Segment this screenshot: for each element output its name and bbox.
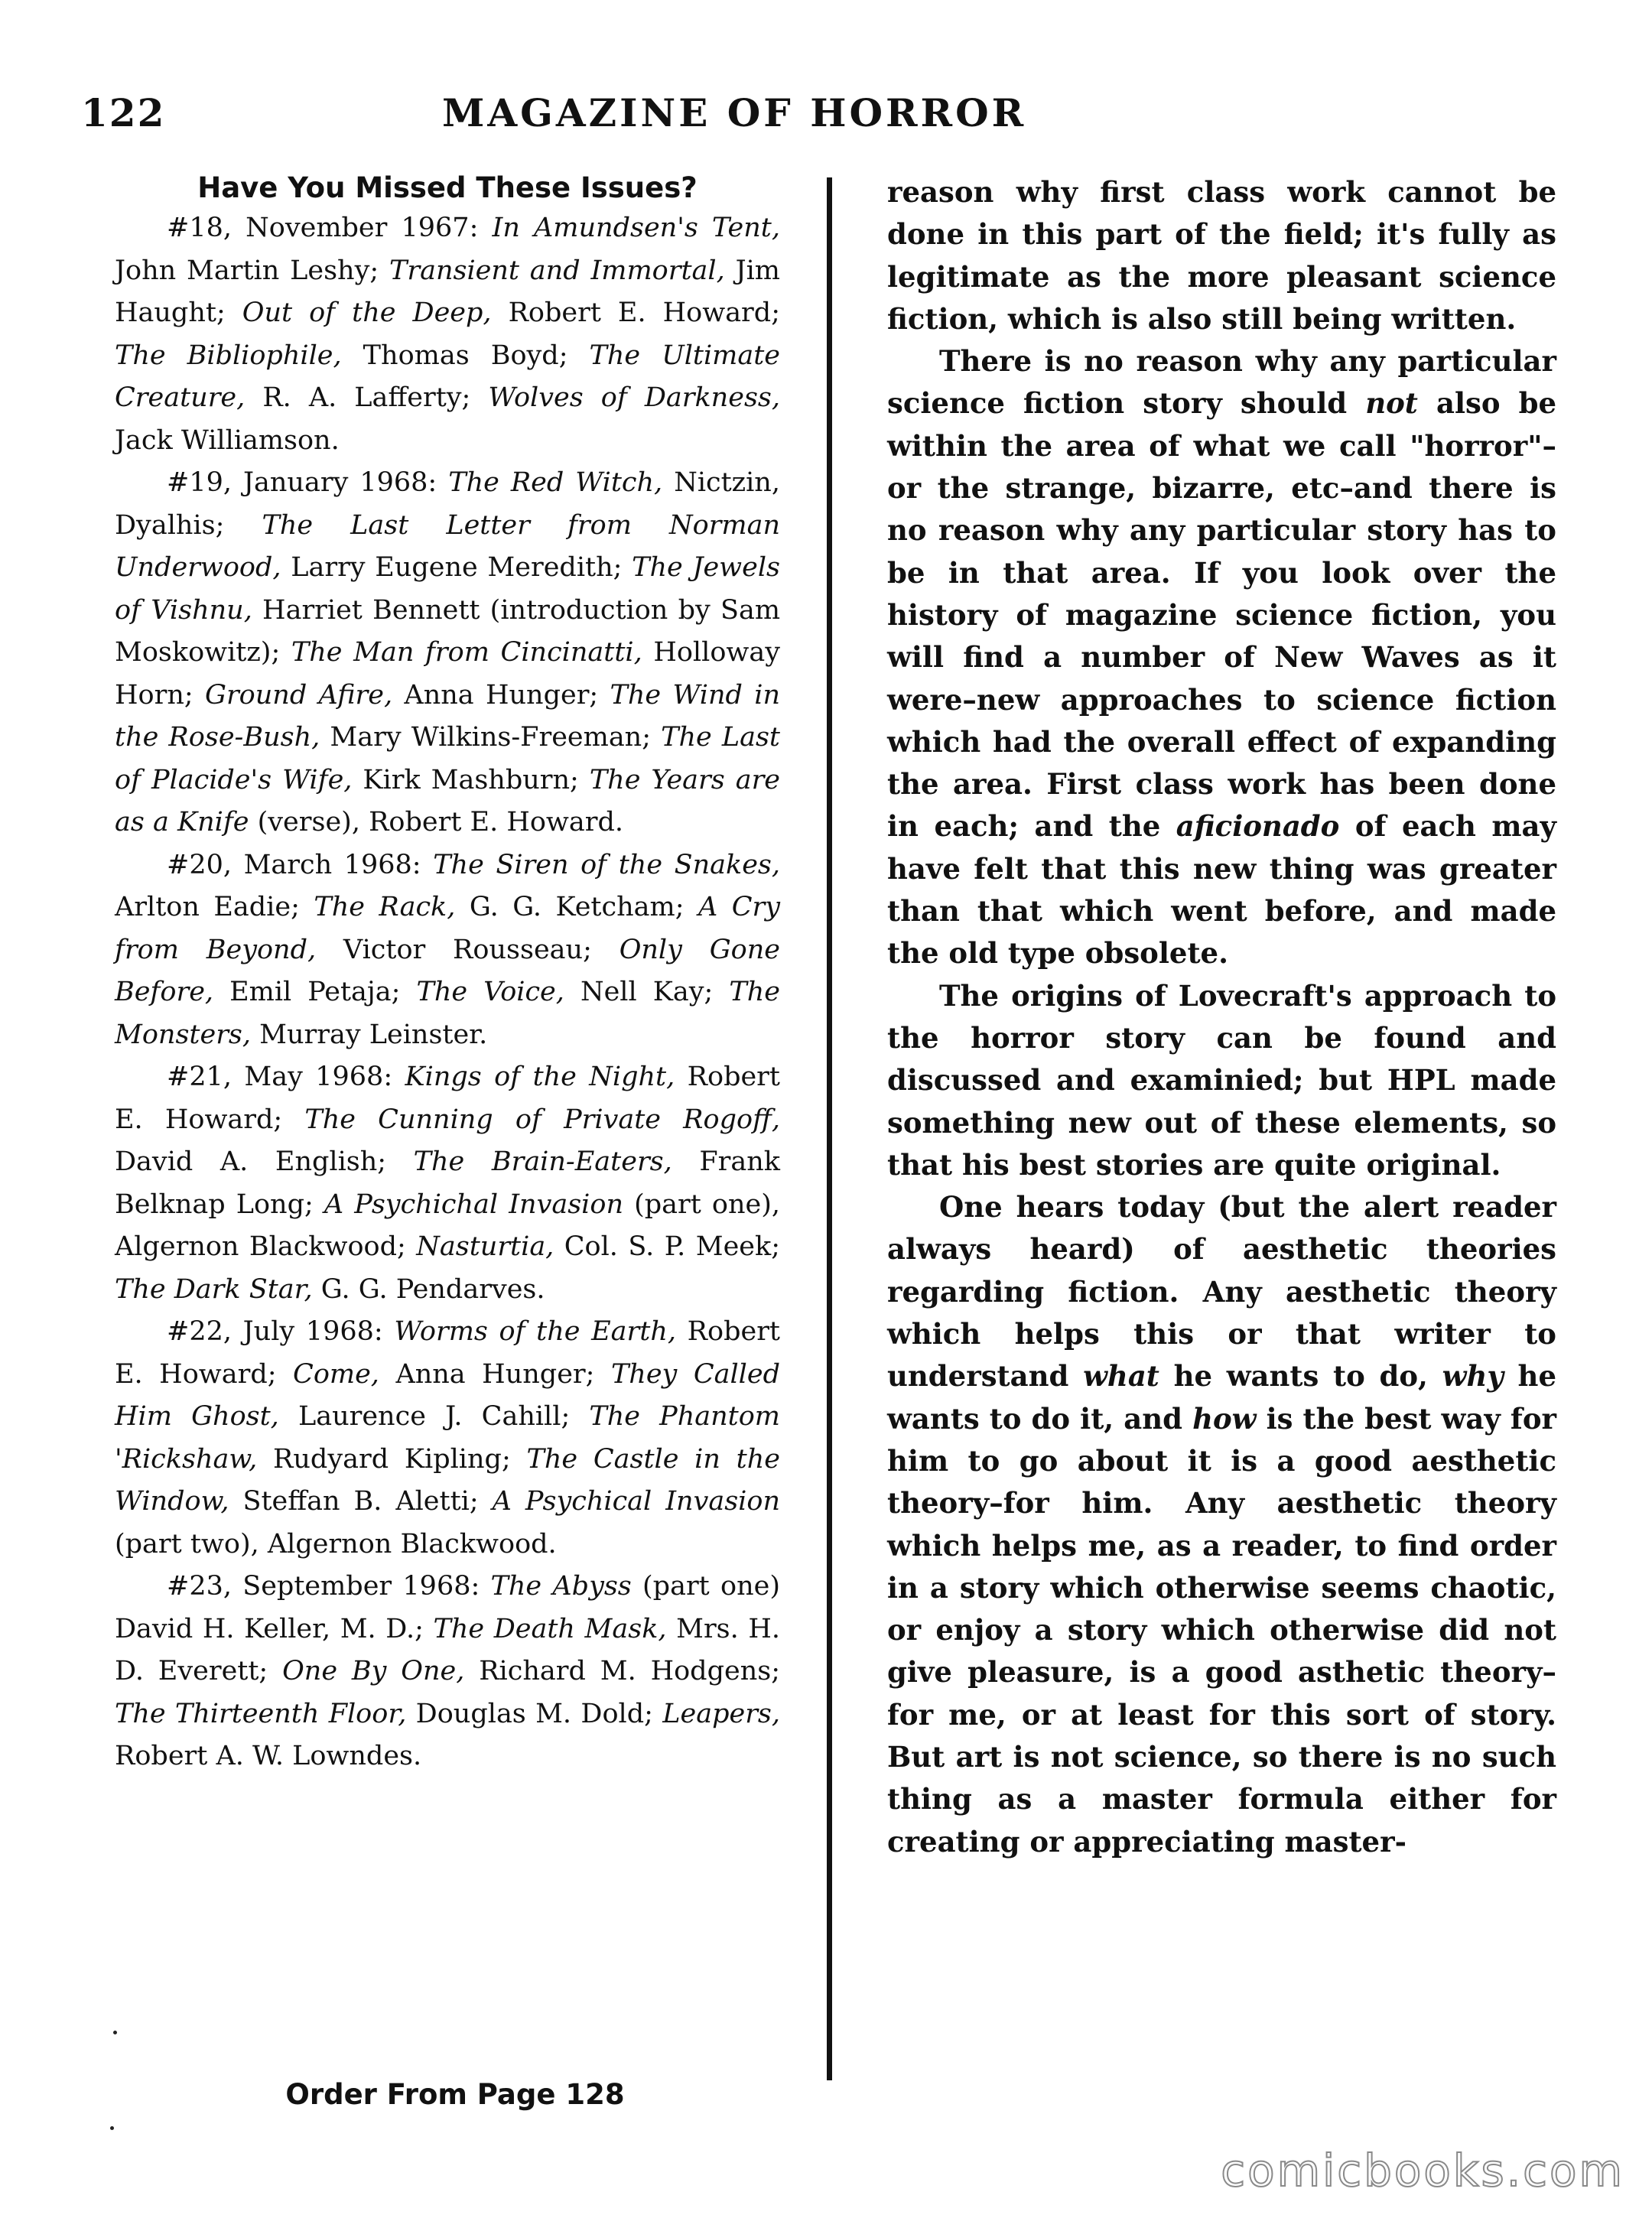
back-issues-list xyxy=(115,207,780,1778)
italic-run: The Castle in the Window, xyxy=(115,1443,780,1517)
text-run: he wants to do, xyxy=(1159,1359,1442,1394)
text-run: Anna Hunger; xyxy=(379,1358,611,1390)
text-run: Arlton Eadie; xyxy=(115,892,314,922)
text-run: Robert E. Howard; xyxy=(115,1316,780,1390)
italic-run: The Last of Placide's Wife, xyxy=(115,722,780,795)
text-run: There is no reason why any particular science fiction story should xyxy=(887,344,1556,421)
text-run: Jim Haught; xyxy=(115,255,780,328)
text-run: Steffan B. Aletti; xyxy=(229,1486,493,1517)
text-run: #22, July 1968: xyxy=(167,1316,395,1347)
essay-paragraph xyxy=(887,975,1556,1186)
issue-entry xyxy=(115,844,780,1057)
issue-entry xyxy=(115,1311,780,1566)
text-run: Emil Petaja; xyxy=(213,977,417,1007)
italic-run: Come, xyxy=(293,1358,379,1390)
speck xyxy=(113,2031,117,2034)
right-column xyxy=(887,171,1556,1863)
text-run: Robert E. Howard; xyxy=(491,298,780,328)
issue-entry xyxy=(115,462,780,844)
essay-paragraph xyxy=(887,171,1556,340)
italic-run: In Amundsen's Tent, xyxy=(492,213,780,243)
text-run: of each may have felt that this new thing was greater than that which went before, and made the old type obsolete. xyxy=(887,809,1556,971)
italic-run: how xyxy=(1192,1401,1257,1436)
italic-run: The Jewels of Vishnu, xyxy=(115,552,780,626)
issue-entry xyxy=(115,207,780,462)
text-run: Nell Kay; xyxy=(564,977,730,1007)
text-run: Jack Williamson. xyxy=(115,424,340,456)
text-run: (verse), Robert E. Howard. xyxy=(249,807,624,837)
issue-entry xyxy=(115,1056,780,1311)
page-number: 122 xyxy=(81,90,166,135)
text-run: Kirk Mashburn; xyxy=(352,764,590,795)
speck xyxy=(110,2126,114,2130)
running-head: MAGAZINE OF HORROR xyxy=(442,90,1027,135)
italic-run: The Years are as a Knife xyxy=(115,764,781,837)
text-run: Larry Eugene Meredith; xyxy=(281,552,633,583)
text-run: #19, January 1968: xyxy=(167,467,449,498)
italic-run: Kings of the Night, xyxy=(405,1062,675,1092)
italic-run: Out of the Deep, xyxy=(242,298,492,328)
italic-run: Nasturtia, xyxy=(416,1231,554,1262)
italic-run: Transient and Immortal, xyxy=(389,255,725,286)
italic-run: One By One, xyxy=(282,1656,465,1686)
italic-run: The Phantom 'Rickshaw, xyxy=(115,1401,780,1475)
italic-run: why xyxy=(1442,1359,1504,1394)
italic-run: The Red Witch, xyxy=(448,467,663,498)
text-run: #20, March 1968: xyxy=(167,849,434,880)
watermark: comicbooks.com xyxy=(1221,2145,1624,2197)
text-run: (part one) David H. Keller, M. D.; xyxy=(115,1571,780,1644)
text-run: Robert A. W. Lowndes. xyxy=(115,1741,422,1771)
text-run: Murray Leinster. xyxy=(251,1019,488,1050)
text-run: Mary Wilkins-Freeman; xyxy=(320,722,662,753)
text-run: #23, September 1968: xyxy=(167,1571,491,1602)
issue-entry xyxy=(115,1566,780,1778)
text-run: #21, May 1968: xyxy=(167,1062,405,1092)
text-run: Rudyard Kipling; xyxy=(257,1443,527,1475)
italic-run: The Voice, xyxy=(416,977,564,1007)
text-run: Laurence J. Cahill; xyxy=(278,1401,590,1432)
essay-paragraph xyxy=(887,1186,1556,1863)
essay-paragraph xyxy=(887,340,1556,974)
text-run: Victor Rousseau; xyxy=(316,934,620,965)
text-run: Col. S. P. Meek; xyxy=(554,1231,780,1262)
italic-run: Worms of the Earth, xyxy=(394,1316,677,1347)
back-issues-heading: Have You Missed These Issues? xyxy=(197,171,698,204)
text-run: Nictzin, Dyalhis; xyxy=(115,467,780,541)
text-run: David A. English; xyxy=(115,1146,414,1177)
italic-run: The Wind in the Rose-Bush, xyxy=(115,679,780,753)
text-run: John Martin Leshy; xyxy=(115,255,389,286)
italic-run: Ground Afire, xyxy=(204,679,393,711)
italic-run: They Called Him Ghost, xyxy=(115,1358,780,1432)
italic-run: what xyxy=(1083,1359,1159,1394)
italic-run: The Ultimate Creature, xyxy=(115,340,780,413)
italic-run: A Psychichal Invasion xyxy=(324,1189,623,1220)
italic-run: The Bibliophile, xyxy=(115,340,342,371)
column-rule xyxy=(827,177,832,2080)
text-run: (part two), Algernon Blackwood. xyxy=(115,1528,557,1559)
text-run: Anna Hunger; xyxy=(392,679,610,711)
text-run: is the best way for him to go about it is a good aesthetic theory–for him. Any aesthetic theory which helps me, as a reader, to find order in a story which otherwise seems chaotic, or enjoy a story which otherwise did not give pleasure, is a good asthetic theory–for me, or at least for this sort of story. But art is not science, so there is no such thing as a master formula either for creating or appreciating master- xyxy=(887,1401,1556,1859)
italic-run: The Last Letter from Norman Underwood, xyxy=(115,509,780,583)
text-run: G. G. Ketcham; xyxy=(455,892,698,922)
text-run: R. A. Lafferty; xyxy=(245,382,489,413)
text-run: The origins of Lovecraft's approach to the horror story can be found and discussed and examinied; but HPL made something new out of these elements, so that his best stories are quite original. xyxy=(887,978,1556,1182)
text-run: (part one), Algernon Blackwood; xyxy=(115,1189,780,1262)
italic-run: A Psychical Invasion xyxy=(492,1486,780,1517)
italic-run: The Cunning of Private Rogoff, xyxy=(304,1104,780,1135)
text-run: also be within the area of what we call "horror"–or the strange, bizarre, etc–and there is no reason why any particular story has to be in that area. If you look over the history of magazine science fiction, you will find a number of New Waves as it were–new approaches to science fiction which had the overall effect of expanding the area. First class work has been done in each; and the xyxy=(887,386,1556,844)
text-run: Thomas Boyd; xyxy=(341,340,590,371)
italic-run: The Death Mask, xyxy=(433,1613,667,1644)
text-run: he wants to do it, and xyxy=(887,1359,1556,1436)
text-run: One hears today (but the alert reader always heard) of aesthetic theories regarding fiction. Any aesthetic theory which helps this or that writer to understand xyxy=(887,1190,1556,1394)
text-run: Harriet Bennett (introduction by Sam Moskowitz); xyxy=(115,594,781,668)
italic-run: A Cry from Beyond, xyxy=(115,892,781,965)
text-run: Robert E. Howard; xyxy=(115,1062,780,1135)
italic-run: The Monsters, xyxy=(115,977,780,1050)
italic-run: not xyxy=(1365,386,1418,421)
italic-run: The Siren of the Snakes, xyxy=(433,849,781,880)
text-run: Mrs. H. D. Everett; xyxy=(115,1613,780,1686)
text-run: G. G. Pendarves. xyxy=(312,1273,545,1305)
text-run: Richard M. Hodgens; xyxy=(464,1656,780,1686)
italic-run: Only Gone Before, xyxy=(115,934,780,1007)
italic-run: aficionado xyxy=(1176,809,1340,844)
left-column xyxy=(115,171,780,1778)
text-run: Frank Belknap Long; xyxy=(115,1146,780,1220)
italic-run: The Rack, xyxy=(314,892,456,922)
back-issues-footer: Order From Page 128 xyxy=(285,2078,625,2111)
italic-run: The Abyss xyxy=(490,1571,632,1602)
italic-run: Leapers, xyxy=(662,1698,781,1729)
text-run: #18, November 1967: xyxy=(167,213,493,243)
text-run: Holloway Horn; xyxy=(115,637,780,711)
text-run: Douglas M. Dold; xyxy=(406,1698,663,1729)
italic-run: The Man from Cincinatti, xyxy=(291,637,642,668)
text-run: reason why first class work cannot be done in this part of the field; it's fully as legitimate as the more pleasant science fiction, which is also still being written. xyxy=(887,175,1556,336)
italic-run: The Dark Star, xyxy=(115,1273,313,1305)
italic-run: The Brain-Eaters, xyxy=(413,1146,672,1177)
italic-run: The Thirteenth Floor, xyxy=(115,1698,407,1729)
italic-run: Wolves of Darkness, xyxy=(488,382,780,413)
